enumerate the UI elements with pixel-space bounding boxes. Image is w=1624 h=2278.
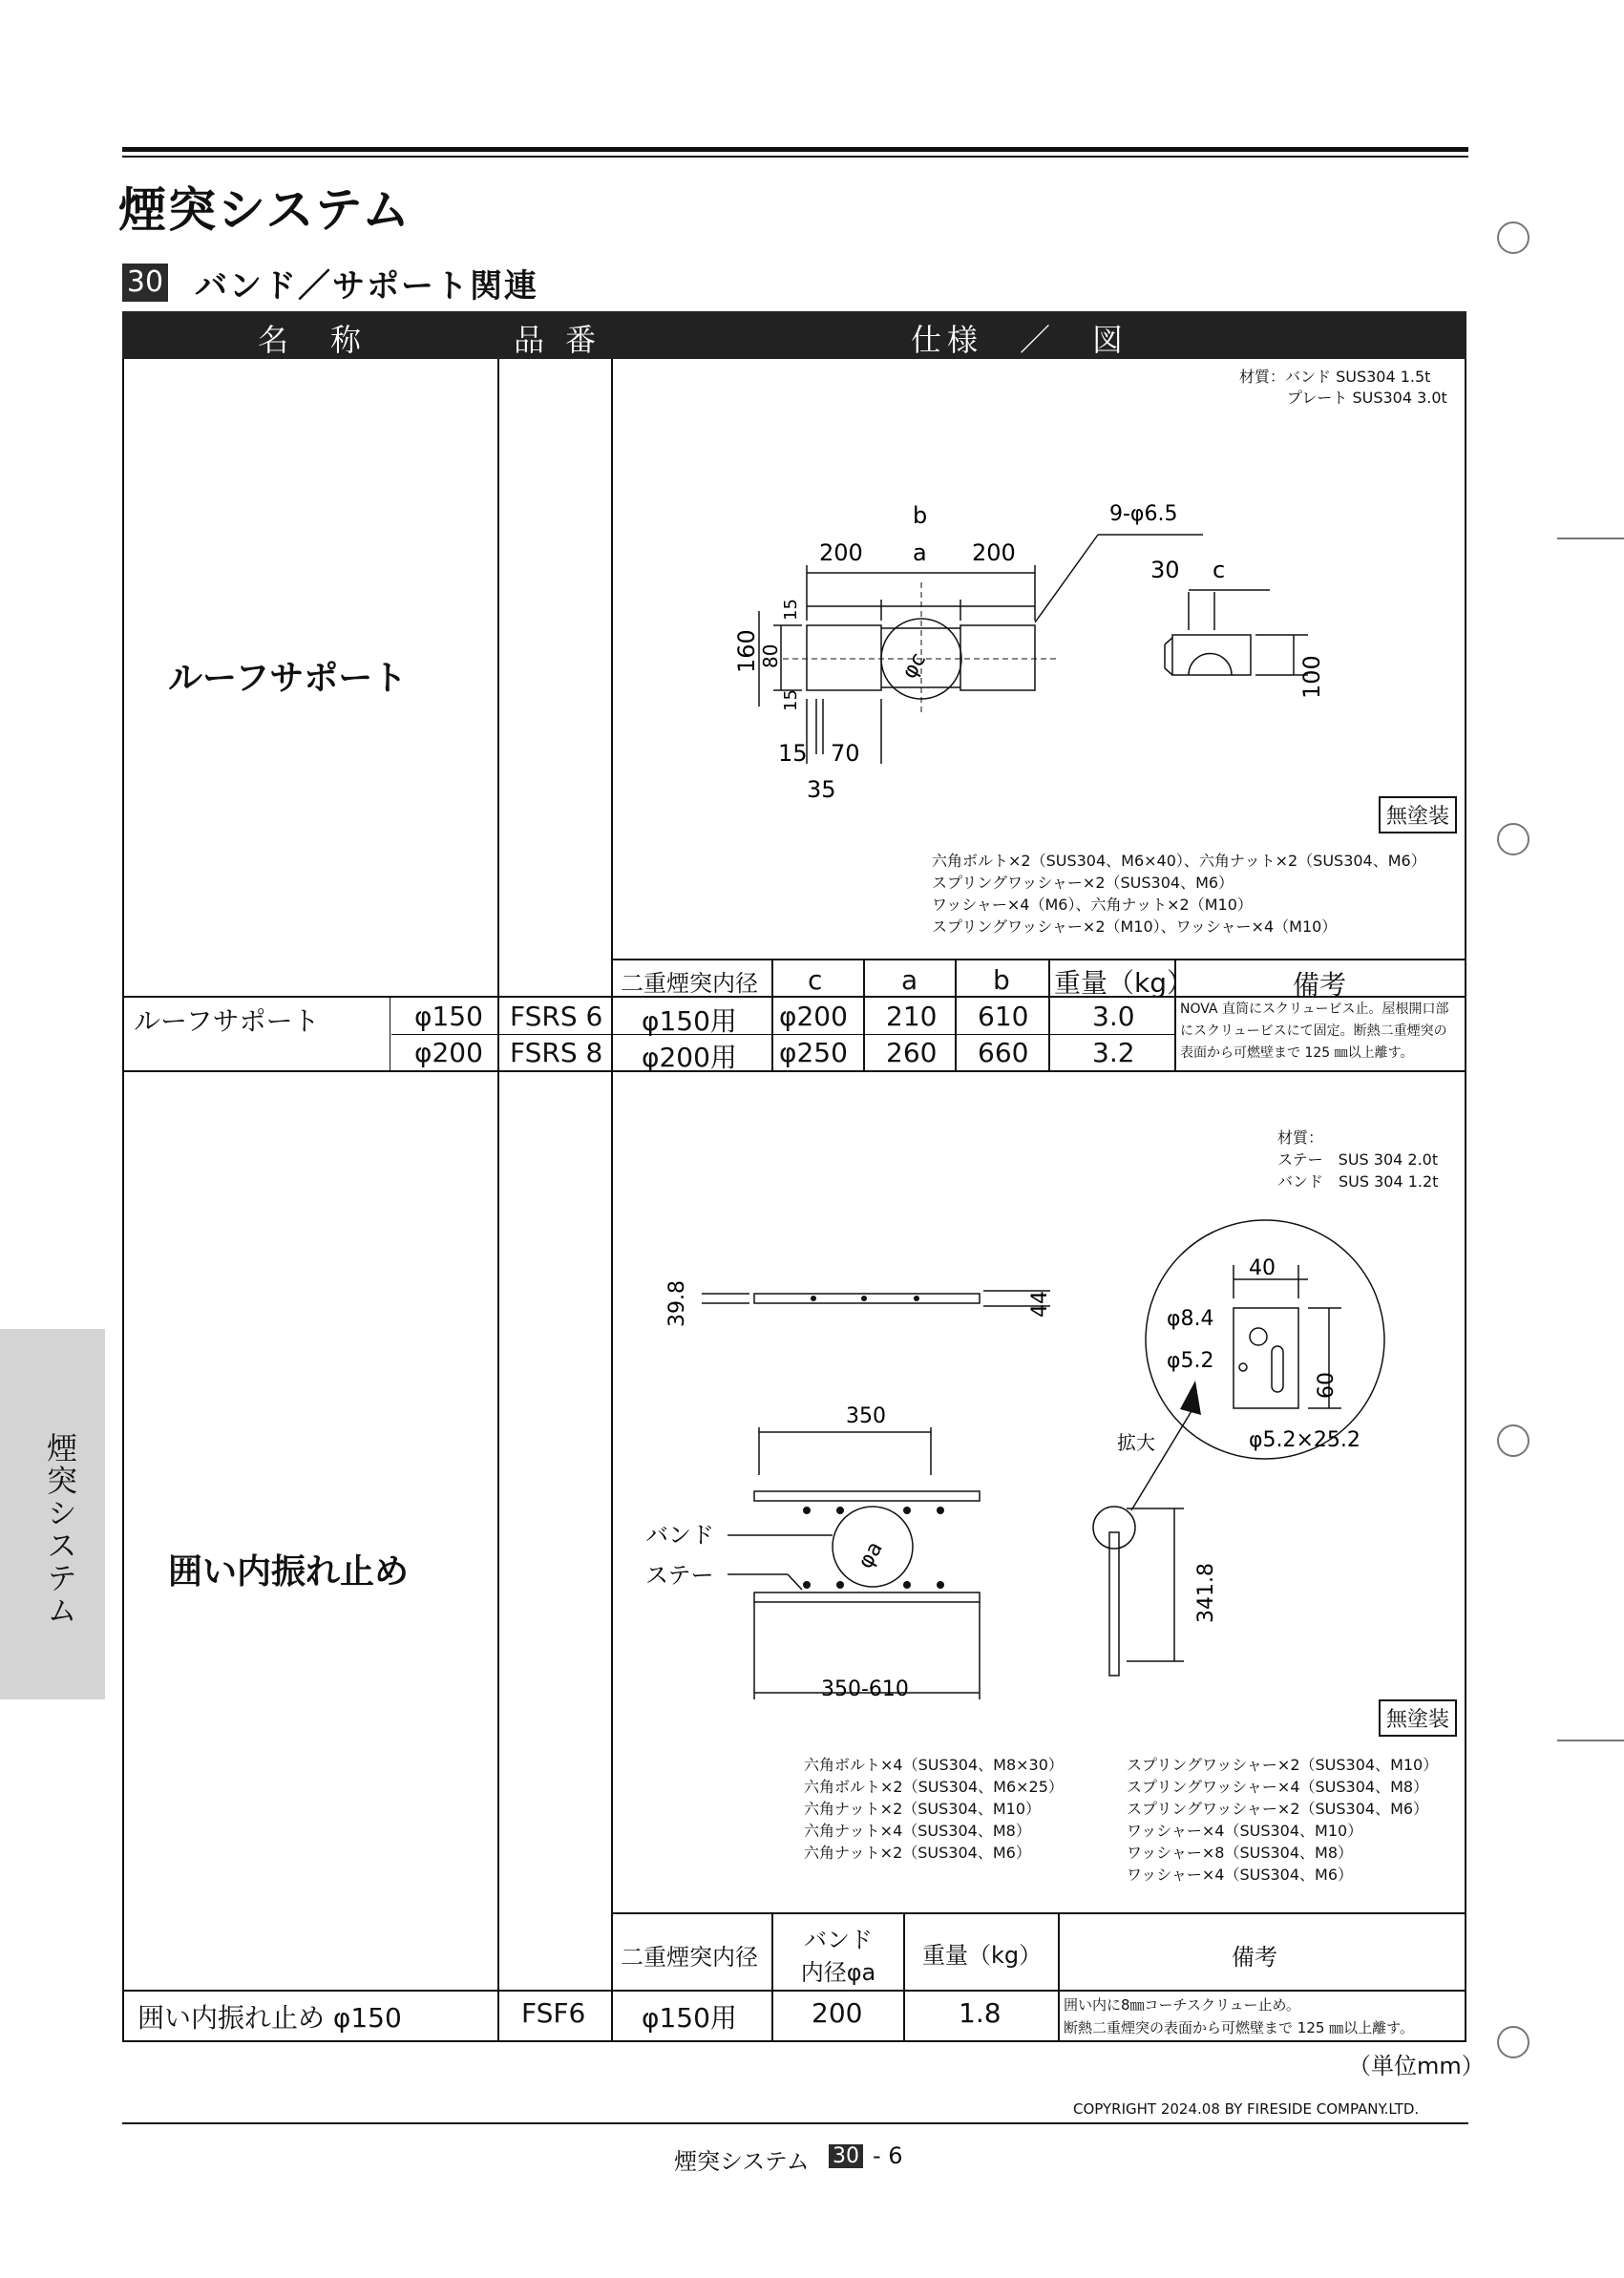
row-name: ルーフサポート <box>134 1005 320 1037</box>
spec-header-c: c <box>808 964 823 996</box>
plate-left <box>807 625 881 690</box>
row-name: 囲い内振れ止め φ150 <box>137 2002 402 2034</box>
header-name: 名 称 <box>258 322 368 358</box>
plate-right <box>960 625 1035 690</box>
dim-15-top: 15 <box>781 599 801 621</box>
parts-line: スプリングワッシャー×2（SUS304、M6） <box>932 874 1234 892</box>
row-divider <box>391 1034 1174 1035</box>
parts-line: スプリングワッシャー×2（SUS304、M6） <box>1127 1800 1429 1818</box>
dim-39-8: 39.8 <box>665 1280 689 1327</box>
material-line: プレート SUS304 3.0t <box>1287 389 1447 407</box>
dim-phi-5-2: φ5.2 <box>1167 1349 1214 1373</box>
dim-phi-c: φc <box>897 648 932 684</box>
dim-70: 70 <box>831 740 860 767</box>
header-code: 品 番 <box>514 322 602 358</box>
dim-holes: 9-φ6.5 <box>1109 502 1178 526</box>
note-line: にスクリュービスにて固定。断熱二重煙突の <box>1180 1023 1447 1039</box>
row-divider <box>122 1070 1466 1072</box>
dim-341-8: 341.8 <box>1194 1563 1218 1623</box>
row-weight: 1.8 <box>959 1997 1002 2029</box>
spec-header-inner: 二重煙突内径 <box>621 1944 758 1971</box>
parts-line: スプリングワッシャー×2（M10）、ワッシャー×4（M10） <box>932 918 1338 936</box>
row-divider <box>122 1990 1466 1992</box>
row-a: 210 <box>886 1001 938 1032</box>
row-c: φ250 <box>779 1037 848 1068</box>
section-number: 30 <box>122 264 168 302</box>
binder-hole <box>1497 823 1529 855</box>
dim-phi-a: φa <box>854 1537 888 1573</box>
top-rule <box>122 147 1468 152</box>
row-code: FSRS 8 <box>510 1037 603 1068</box>
row-code: FSF6 <box>521 1997 586 2029</box>
page-title: 煙突システム <box>118 182 411 238</box>
col-divider <box>903 1912 905 2042</box>
parts-line: 六角ナット×2（SUS304、M6） <box>804 1844 1031 1862</box>
note-line: 囲い内に8㎜コーチスクリュー止め。 <box>1064 1996 1300 2014</box>
row-b: 610 <box>978 1001 1029 1032</box>
parts-line: ワッシャー×4（M6）、六角ナット×2（M10） <box>932 896 1253 914</box>
col-divider <box>1058 1912 1060 2042</box>
dim-slot: φ5.2×25.2 <box>1249 1428 1360 1452</box>
binder-hole <box>1497 1424 1529 1457</box>
note-line: NOVA 直筒にスクリュービス止。屋根開口部 <box>1180 1002 1449 1017</box>
parts-line: ワッシャー×4（SUS304、M10） <box>1127 1822 1363 1840</box>
row-divider <box>611 1912 1466 1914</box>
row-c: φ200 <box>779 1001 848 1032</box>
parts-line: 六角ボルト×2（SUS304、M6×25） <box>804 1778 1064 1796</box>
dim-35: 35 <box>807 776 836 803</box>
parts-line: 六角ナット×2（SUS304、M10） <box>804 1800 1041 1818</box>
spec-header-note: 備考 <box>1232 1944 1277 1971</box>
parts-line: ワッシャー×4（SUS304、M6） <box>1127 1866 1354 1884</box>
col-divider <box>771 959 773 1070</box>
footer-rule <box>122 2122 1468 2124</box>
parts-line: 六角ボルト×4（SUS304、M8×30） <box>804 1756 1064 1774</box>
material-line: 材質：バンド SUS304 1.5t <box>1239 368 1431 386</box>
dim-60: 60 <box>1315 1372 1339 1399</box>
col-divider <box>497 359 499 2042</box>
dim-160: 160 <box>733 629 760 673</box>
dim-30: 30 <box>1150 557 1180 583</box>
row-code: FSRS 6 <box>510 1001 603 1032</box>
parts-line: ワッシャー×8（SUS304、M8） <box>1127 1844 1354 1862</box>
dim-200-left: 200 <box>819 539 863 566</box>
row-inner: φ150用 <box>642 2002 737 2034</box>
binder-hole <box>1497 2026 1529 2058</box>
dim-15-bottom: 15 <box>781 689 801 711</box>
top-rule-thin <box>122 156 1468 158</box>
product-name-sway-stop: 囲い内振れ止め <box>168 1552 410 1592</box>
spec-header-weight: 重量（kg） <box>1054 967 1193 999</box>
stay-bottom <box>754 1592 980 1602</box>
dim-a: a <box>913 539 927 566</box>
footer-title: 煙突システム <box>674 2148 810 2175</box>
header-spec: 仕様 ／ 図 <box>911 322 1129 358</box>
row-divider <box>122 996 1466 998</box>
spec-header-band-phi: 内径φa <box>800 1959 876 1986</box>
finish-badge: 無塗装 <box>1379 796 1457 833</box>
label-stay: ステー <box>645 1562 714 1589</box>
dim-b: b <box>913 502 928 529</box>
material-line: バンド SUS 304 1.2t <box>1277 1172 1439 1191</box>
table-header <box>122 311 1466 359</box>
note-line: 表面から可燃壁まで 125 ㎜以上離す。 <box>1180 1045 1414 1061</box>
margin-mark <box>1557 538 1624 539</box>
col-divider <box>955 959 957 1070</box>
unit-label: （単位mm） <box>1348 2053 1485 2079</box>
parts-line: 六角ナット×4（SUS304、M8） <box>804 1822 1031 1840</box>
parts-line: スプリングワッシャー×2（SUS304、M10） <box>1127 1756 1439 1774</box>
material-line: 材質： <box>1277 1128 1324 1147</box>
section-title: バンド／サポート関連 <box>195 267 538 306</box>
margin-mark <box>1557 1740 1624 1741</box>
finish-badge: 無塗装 <box>1379 1699 1457 1737</box>
row-divider <box>611 959 1466 960</box>
row-b: 660 <box>978 1037 1029 1068</box>
dim-200-right: 200 <box>972 539 1016 566</box>
dim-c: c <box>1213 557 1226 583</box>
spec-header-weight: 重量（kg） <box>922 1942 1043 1969</box>
material-line: ステー SUS 304 2.0t <box>1277 1150 1439 1169</box>
dim-phi-8-4: φ8.4 <box>1167 1307 1214 1331</box>
dim-350: 350 <box>846 1404 886 1428</box>
row-weight: 3.2 <box>1092 1037 1135 1068</box>
roof-support-drawing <box>611 477 1470 821</box>
dim-100: 100 <box>1298 655 1325 699</box>
spec-header-a: a <box>901 964 918 996</box>
row-size: φ150 <box>414 1001 483 1032</box>
dim-80: 80 <box>759 643 782 668</box>
binder-hole <box>1497 221 1529 254</box>
row-weight: 3.0 <box>1092 1001 1135 1032</box>
spec-header-inner: 二重煙突内径 <box>621 970 758 997</box>
spec-header-note: 備考 <box>1293 969 1347 1001</box>
dim-350-610: 350-610 <box>821 1677 909 1701</box>
col-divider <box>771 1912 773 2042</box>
stay-top <box>754 1491 980 1501</box>
footer-section: 30 <box>829 2144 863 2168</box>
copyright: COPYRIGHT 2024.08 BY FIRESIDE COMPANY.LTD. <box>1073 2100 1420 2118</box>
row-a: 260 <box>886 1037 938 1068</box>
zoom-source-circle <box>1093 1507 1135 1549</box>
parts-line: スプリングワッシャー×4（SUS304、M8） <box>1127 1778 1429 1796</box>
row-inner: φ150用 <box>642 1005 737 1037</box>
footer-page: - 6 <box>873 2142 903 2169</box>
label-band: バンド <box>645 1522 714 1549</box>
row-inner: φ200用 <box>642 1042 737 1073</box>
label-zoom: 拡大 <box>1117 1431 1155 1454</box>
side-tab-label: 煙突システム <box>42 1432 78 1627</box>
note-line: 断熱二重煙突の表面から可燃壁まで 125 ㎜以上離す。 <box>1064 2019 1414 2036</box>
spec-header-b: b <box>993 964 1010 996</box>
dim-40: 40 <box>1249 1256 1276 1280</box>
dim-44: 44 <box>1028 1291 1052 1318</box>
col-divider <box>863 959 865 1070</box>
sway-stop-drawing <box>611 1203 1470 1719</box>
row-band: 200 <box>812 1997 863 2029</box>
spec-header-band: バンド <box>804 1927 873 1953</box>
dim-15: 15 <box>778 740 808 767</box>
product-name-roof-support: ルーフサポート <box>168 659 408 698</box>
row-size: φ200 <box>414 1037 483 1068</box>
parts-line: 六角ボルト×2（SUS304、M6×40）、六角ナット×2（SUS304、M6） <box>932 852 1426 870</box>
col-divider <box>1048 959 1050 1070</box>
